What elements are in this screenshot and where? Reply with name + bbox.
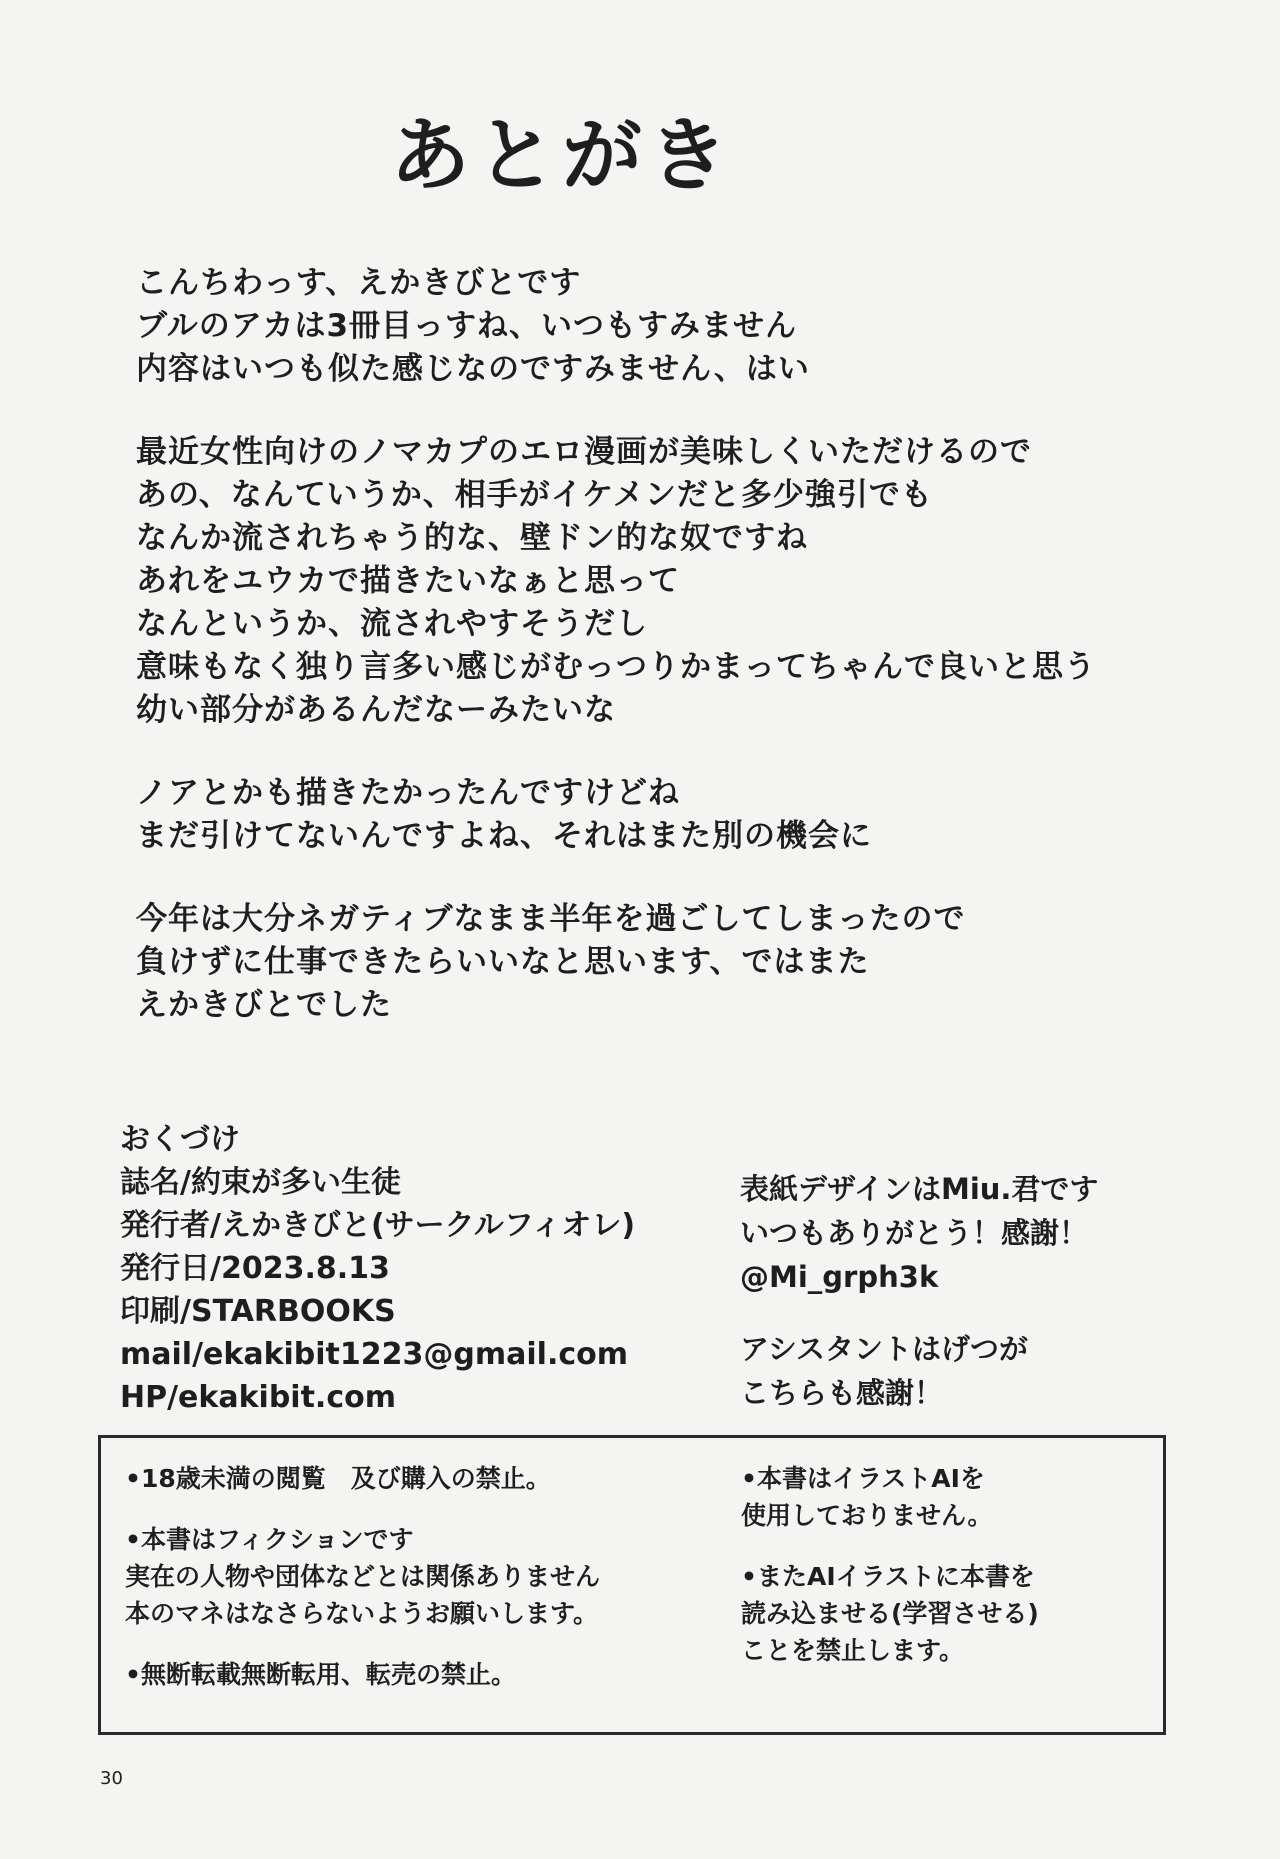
- colophon-printer: 印刷/STARBOOKS: [120, 1294, 396, 1329]
- colophon-title: 誌名/約束が多い生徒: [120, 1165, 401, 1200]
- colophon-mail: mail/ekakibit1223@gmail.com: [120, 1337, 628, 1372]
- notice-line: •またAIイラストに本書を: [741, 1562, 1035, 1591]
- notice-no-reprint: [125, 1656, 600, 1693]
- notice-line: •本書はフィクションです: [125, 1525, 414, 1554]
- colophon-homepage: HP/ekakibit.com: [120, 1380, 396, 1415]
- text-line: あれをユウカで描きたいなぁと思って: [136, 563, 680, 599]
- colophon-publisher: 発行者/えかきびと(サークルフィオレ): [120, 1208, 636, 1243]
- text-line: あの、なんていうか、相手がイケメンだと多少強引でも: [136, 477, 933, 513]
- text-line: 最近女性向けのノマカプのエロ漫画が美味しくいただけるので: [136, 434, 1032, 470]
- text-line: ノアとかも描きたかったんですけどね: [136, 775, 680, 811]
- notice-line: 読み込ませる(学習させる): [741, 1599, 1039, 1628]
- cover-credit-line: いつもありがとう！感謝！: [740, 1216, 1089, 1250]
- notice-age-restriction: [125, 1460, 600, 1497]
- text-line: なんか流されちゃう的な、壁ドン的な奴ですね: [136, 520, 808, 556]
- notice-line: •18歳未満の閲覧 及び購入の禁止。: [125, 1464, 551, 1493]
- cover-credit-line: 表紙デザインはMiu.君です: [740, 1172, 1099, 1206]
- afterword-body: [136, 262, 1136, 1067]
- notice-line: 使用しておりません。: [741, 1501, 993, 1530]
- notice-no-ai-use: [741, 1460, 1039, 1534]
- text-line: まだ引けてないんですよね、それはまた別の機会に: [136, 818, 872, 854]
- text-line: 今年は大分ネガティブなまま半年を過ごしてしまったので: [136, 901, 966, 937]
- notice-line: 実在の人物や団体などとは関係ありません: [125, 1562, 601, 1591]
- credits-spacer: [740, 1299, 1098, 1327]
- notice-line: •本書はイラストAIを: [741, 1464, 985, 1493]
- colophon-date: 発行日/2023.8.13: [120, 1251, 390, 1286]
- page-number: 30: [100, 1768, 123, 1789]
- assistant-credit-line: こちらも感謝！: [740, 1376, 944, 1410]
- afterword-paragraph-closing: [136, 898, 1136, 1027]
- notice-fiction: [125, 1521, 600, 1632]
- text-line: 幼い部分があるんだなーみたいな: [136, 692, 616, 728]
- notice-line: 本のマネはなさらないようお願いします。: [125, 1599, 599, 1628]
- text-line: なんというか、流されやすそうだし: [136, 606, 648, 642]
- credits: [740, 1167, 1098, 1415]
- page-title: あとがき: [390, 108, 734, 202]
- text-line: こんちわっす、えかきびとです: [136, 265, 582, 301]
- notice-no-ai-training: [741, 1558, 1039, 1669]
- notice-column-left: [125, 1460, 600, 1717]
- colophon-heading: おくづけ: [120, 1122, 240, 1157]
- text-line: 負けずに仕事できたらいいなと思います、ではまた: [136, 944, 870, 980]
- text-line: えかきびとでした: [136, 987, 392, 1023]
- afterword-paragraph-noa: [136, 772, 1136, 858]
- afterword-paragraph-greeting: [136, 262, 1136, 391]
- cover-credit-handle: @Mi_grph3k: [740, 1260, 939, 1294]
- text-line: 内容はいつも似た感じなのですみません、はい: [136, 351, 810, 387]
- text-line: ブルのアカは3冊目っすね、いつもすみません: [136, 308, 798, 344]
- colophon: [120, 1118, 635, 1419]
- notice-column-right: [741, 1460, 1039, 1693]
- assistant-credit-line: アシスタントはげつが: [740, 1332, 1028, 1366]
- notice-line: •無断転載無断転用、転売の禁止。: [125, 1660, 516, 1689]
- notice-line: ことを禁止します。: [741, 1636, 965, 1665]
- notice-box: [98, 1435, 1166, 1735]
- afterword-paragraph-content: [136, 431, 1136, 732]
- text-line: 意味もなく独り言多い感じがむっつりかまってちゃんで良いと思う: [136, 649, 1096, 685]
